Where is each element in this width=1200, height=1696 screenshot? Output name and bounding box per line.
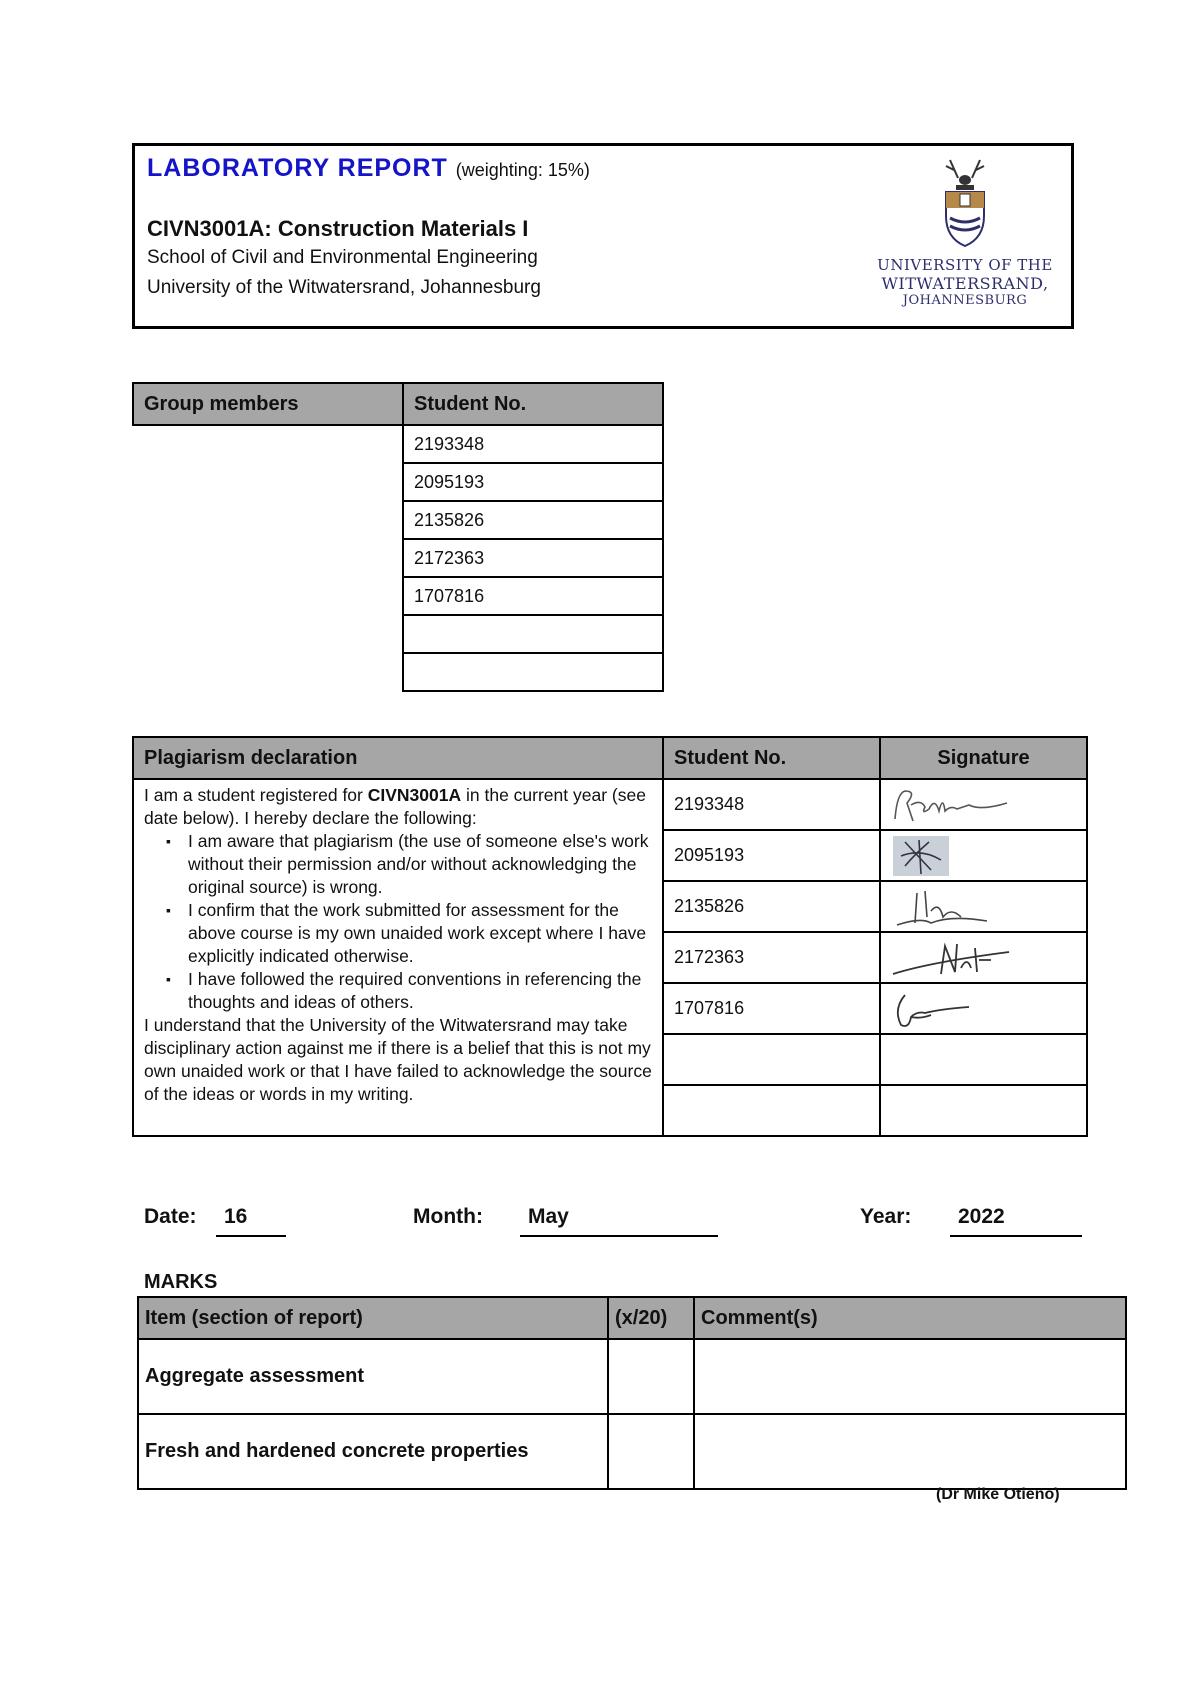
member-name-cell: [133, 501, 403, 539]
declaration-list: [144, 830, 652, 1014]
signature-cell: [880, 830, 1087, 881]
declaration-intro: I am a student registered for CIVN3001A in the current year (see date below). I hereby declare the following:: [144, 785, 646, 828]
header-score: (x/20): [608, 1297, 694, 1339]
plag-student-no: 2193348: [663, 779, 880, 830]
plag-student-no: 2095193: [663, 830, 880, 881]
logo-line-3: JOHANNESBURG: [902, 293, 1028, 308]
member-name-cell: [133, 539, 403, 577]
declaration-closing: I understand that the University of the Witwatersrand may take disciplinary action against me if there is a belief that this is not my own unaided work or that I have failed to acknowledge the source of the ideas or words in my writing.: [144, 1015, 652, 1104]
plag-student-no: [663, 1085, 880, 1136]
signature-cell: [880, 1034, 1087, 1085]
header-student-no: Student No.: [403, 383, 663, 425]
signoff: (Dr Mike Otieno): [936, 1486, 1060, 1503]
date-value: 16: [216, 1205, 286, 1237]
signature-image: [891, 938, 1011, 978]
table-row: [138, 1339, 1126, 1414]
university-name: University of the Witwatersrand, Johannesburg: [147, 277, 541, 298]
marks-title: MARKS: [144, 1271, 218, 1293]
member-student-no: [403, 615, 663, 653]
signature-cell: [880, 932, 1087, 983]
marks-item: Fresh and hardened concrete properties: [138, 1414, 608, 1489]
year-label: Year:: [860, 1205, 912, 1228]
date-label: Date:: [144, 1205, 197, 1228]
signature-cell: [880, 1085, 1087, 1136]
member-name-cell: [133, 653, 403, 691]
plag-student-no: 1707816: [663, 983, 880, 1034]
group-members-table: [132, 382, 664, 692]
marks-score: [608, 1414, 694, 1489]
signature-image: [891, 887, 1011, 927]
report-title: [147, 154, 590, 183]
marks-score: [608, 1339, 694, 1414]
university-logo: [870, 156, 1060, 316]
member-student-no: 2095193: [403, 463, 663, 501]
declaration-text: [133, 779, 663, 1136]
member-name-cell: [133, 425, 403, 463]
member-name-cell: [133, 577, 403, 615]
plag-student-no: [663, 1034, 880, 1085]
member-student-no: 2172363: [403, 539, 663, 577]
member-student-no: 2193348: [403, 425, 663, 463]
signature-image: [891, 785, 1011, 825]
member-student-no: [403, 653, 663, 691]
school-name: School of Civil and Environmental Engineering: [147, 247, 538, 268]
header-comment: Comment(s): [694, 1297, 1126, 1339]
header-plagiarism-declaration: Plagiarism declaration: [133, 737, 663, 779]
header-student-no: Student No.: [663, 737, 880, 779]
member-student-no: 1707816: [403, 577, 663, 615]
report-weighting: (weighting: 15%): [455, 160, 590, 180]
month-value: May: [520, 1205, 718, 1237]
plag-student-no: 2172363: [663, 932, 880, 983]
header-group-members: Group members: [133, 383, 403, 425]
declaration-item: ▪ I confirm that the work submitted for assessment for the above course is my own unaided work except where I have explicitly indicated otherwise.: [174, 899, 652, 968]
date-row: [0, 1205, 1200, 1245]
declaration-item: ▪ I am aware that plagiarism (the use of someone else's work without their permission and/or without acknowledging the original source) is wrong.: [174, 830, 652, 899]
header-signature: Signature: [880, 737, 1087, 779]
member-name-cell: [133, 463, 403, 501]
signature-cell: [880, 983, 1087, 1034]
member-name-cell: [133, 615, 403, 653]
marks-item: Aggregate assessment: [138, 1339, 608, 1414]
report-title-text: LABORATORY REPORT: [147, 154, 448, 182]
table-row: [138, 1414, 1126, 1489]
marks-table: [137, 1296, 1127, 1490]
logo-line-2: WITWATERSRAND,: [881, 274, 1049, 293]
member-student-no: 2135826: [403, 501, 663, 539]
plagiarism-table: [132, 736, 1088, 1137]
signature-image: [891, 836, 1011, 876]
crest-icon: [870, 156, 1060, 256]
signature-image: [891, 989, 1011, 1029]
signature-cell: [880, 779, 1087, 830]
month-label: Month:: [413, 1205, 483, 1228]
header-item: Item (section of report): [138, 1297, 608, 1339]
logo-line-1: UNIVERSITY OF THE: [877, 256, 1053, 274]
course-title: CIVN3001A: Construction Materials I: [147, 216, 529, 241]
year-value: 2022: [950, 1205, 1082, 1237]
signature-cell: [880, 881, 1087, 932]
marks-comment: [694, 1414, 1126, 1489]
declaration-item: ▪ I have followed the required conventions in referencing the thoughts and ideas of others.: [174, 968, 652, 1014]
plag-student-no: 2135826: [663, 881, 880, 932]
marks-comment: [694, 1339, 1126, 1414]
header-box: [132, 143, 1074, 329]
